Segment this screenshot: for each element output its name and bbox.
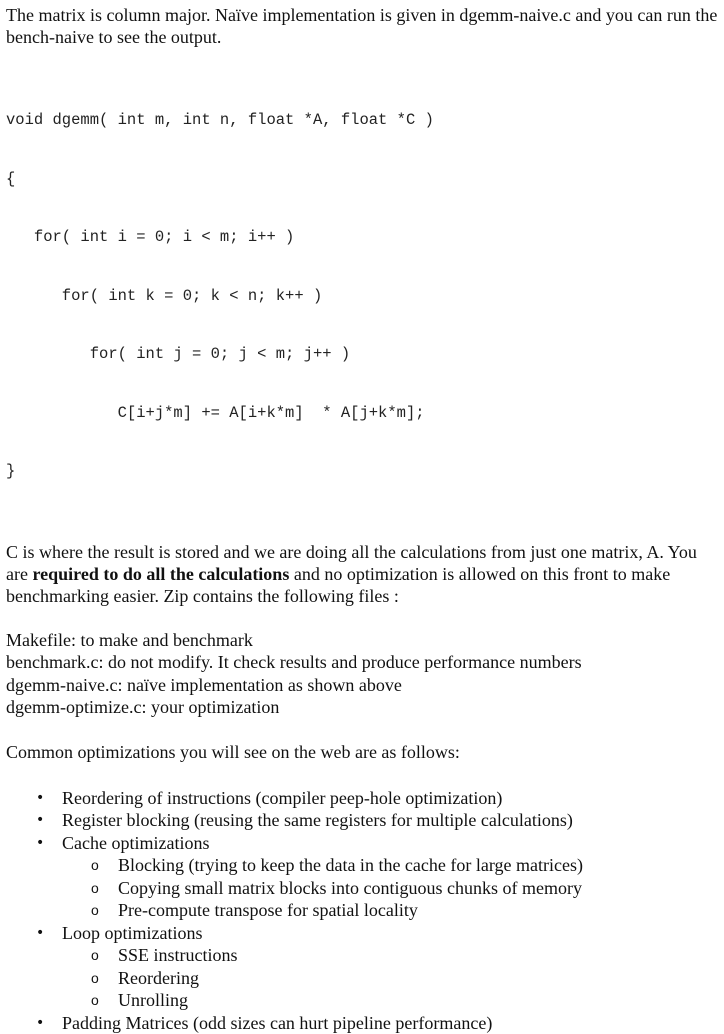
result-text-part1: C is where the result is stored and we are doing all the calculations from just one matrix, A. You are — [6, 542, 697, 584]
bullet-icon: • — [36, 1012, 44, 1034]
code-block — [6, 72, 718, 521]
sub-list-item — [62, 854, 718, 877]
sub-list-item — [62, 899, 718, 922]
sub-list-item-label: Reordering — [118, 968, 199, 988]
document — [6, 4, 718, 1034]
file-item: Makefile: to make and benchmark — [6, 629, 718, 652]
sub-bullet-icon: o — [91, 989, 99, 1012]
list-item — [6, 787, 718, 810]
sub-list-item-label: SSE instructions — [118, 945, 238, 965]
file-item: benchmark.c: do not modify. It check results and produce performance numbers — [6, 651, 718, 674]
bullet-icon: • — [36, 809, 44, 832]
list-item — [6, 1012, 718, 1034]
bullet-icon: • — [36, 832, 44, 855]
code-line: for( int j = 0; j < m; j++ ) — [6, 345, 718, 365]
sub-list-item-label: Unrolling — [118, 990, 188, 1010]
code-line: for( int k = 0; k < n; k++ ) — [6, 287, 718, 307]
code-line: void dgemm( int m, int n, float *A, float *C ) — [6, 111, 718, 131]
code-line: C[i+j*m] += A[i+k*m] * A[j+k*m]; — [6, 404, 718, 424]
sub-list-item — [62, 944, 718, 967]
sub-list-item-label: Copying small matrix blocks into contiguous chunks of memory — [118, 878, 582, 898]
common-heading: Common optimizations you will see on the web are as follows: — [6, 741, 718, 763]
result-text-part2: and no optimization is allowed on this front to make benchmarking easier. Zip contains the following files : — [6, 564, 670, 606]
result-text-bold: required to do all the calculations — [32, 564, 289, 584]
sub-list-item — [62, 877, 718, 900]
list-item — [6, 832, 718, 922]
list-item-label: Register blocking (reusing the same registers for multiple calculations) — [62, 810, 573, 830]
sub-list — [62, 944, 718, 1012]
sub-list-item-label: Blocking (trying to keep the data in the cache for large matrices) — [118, 855, 583, 875]
sub-list-item-label: Pre-compute transpose for spatial locality — [118, 900, 418, 920]
file-item: dgemm-optimize.c: your optimization — [6, 696, 718, 719]
file-item: dgemm-naive.c: naïve implementation as shown above — [6, 674, 718, 697]
list-item — [6, 809, 718, 832]
list-item-label: Cache optimizations — [62, 833, 209, 853]
list-item-label: Padding Matrices (odd sizes can hurt pipeline performance) — [62, 1013, 492, 1033]
list-item — [6, 922, 718, 1012]
sub-bullet-icon: o — [91, 944, 99, 967]
code-line: } — [6, 462, 718, 482]
sub-bullet-icon: o — [91, 967, 99, 990]
sub-list — [62, 854, 718, 922]
sub-bullet-icon: o — [91, 877, 99, 900]
sub-bullet-icon: o — [91, 854, 99, 877]
sub-list-item — [62, 967, 718, 990]
sub-bullet-icon: o — [91, 899, 99, 922]
list-item-label: Reordering of instructions (compiler peep-hole optimization) — [62, 788, 502, 808]
code-line: { — [6, 170, 718, 190]
bullet-icon: • — [36, 787, 44, 810]
result-paragraph — [6, 541, 718, 607]
list-item-label: Loop optimizations — [62, 923, 202, 943]
code-line: for( int i = 0; i < m; i++ ) — [6, 228, 718, 248]
optimization-list — [6, 787, 718, 1034]
file-list — [6, 629, 718, 719]
bullet-icon: • — [36, 922, 44, 945]
intro-paragraph: The matrix is column major. Naïve implementation is given in dgemm-naive.c and you can run the bench-naive to see the output. — [6, 4, 718, 48]
sub-list-item — [62, 989, 718, 1012]
